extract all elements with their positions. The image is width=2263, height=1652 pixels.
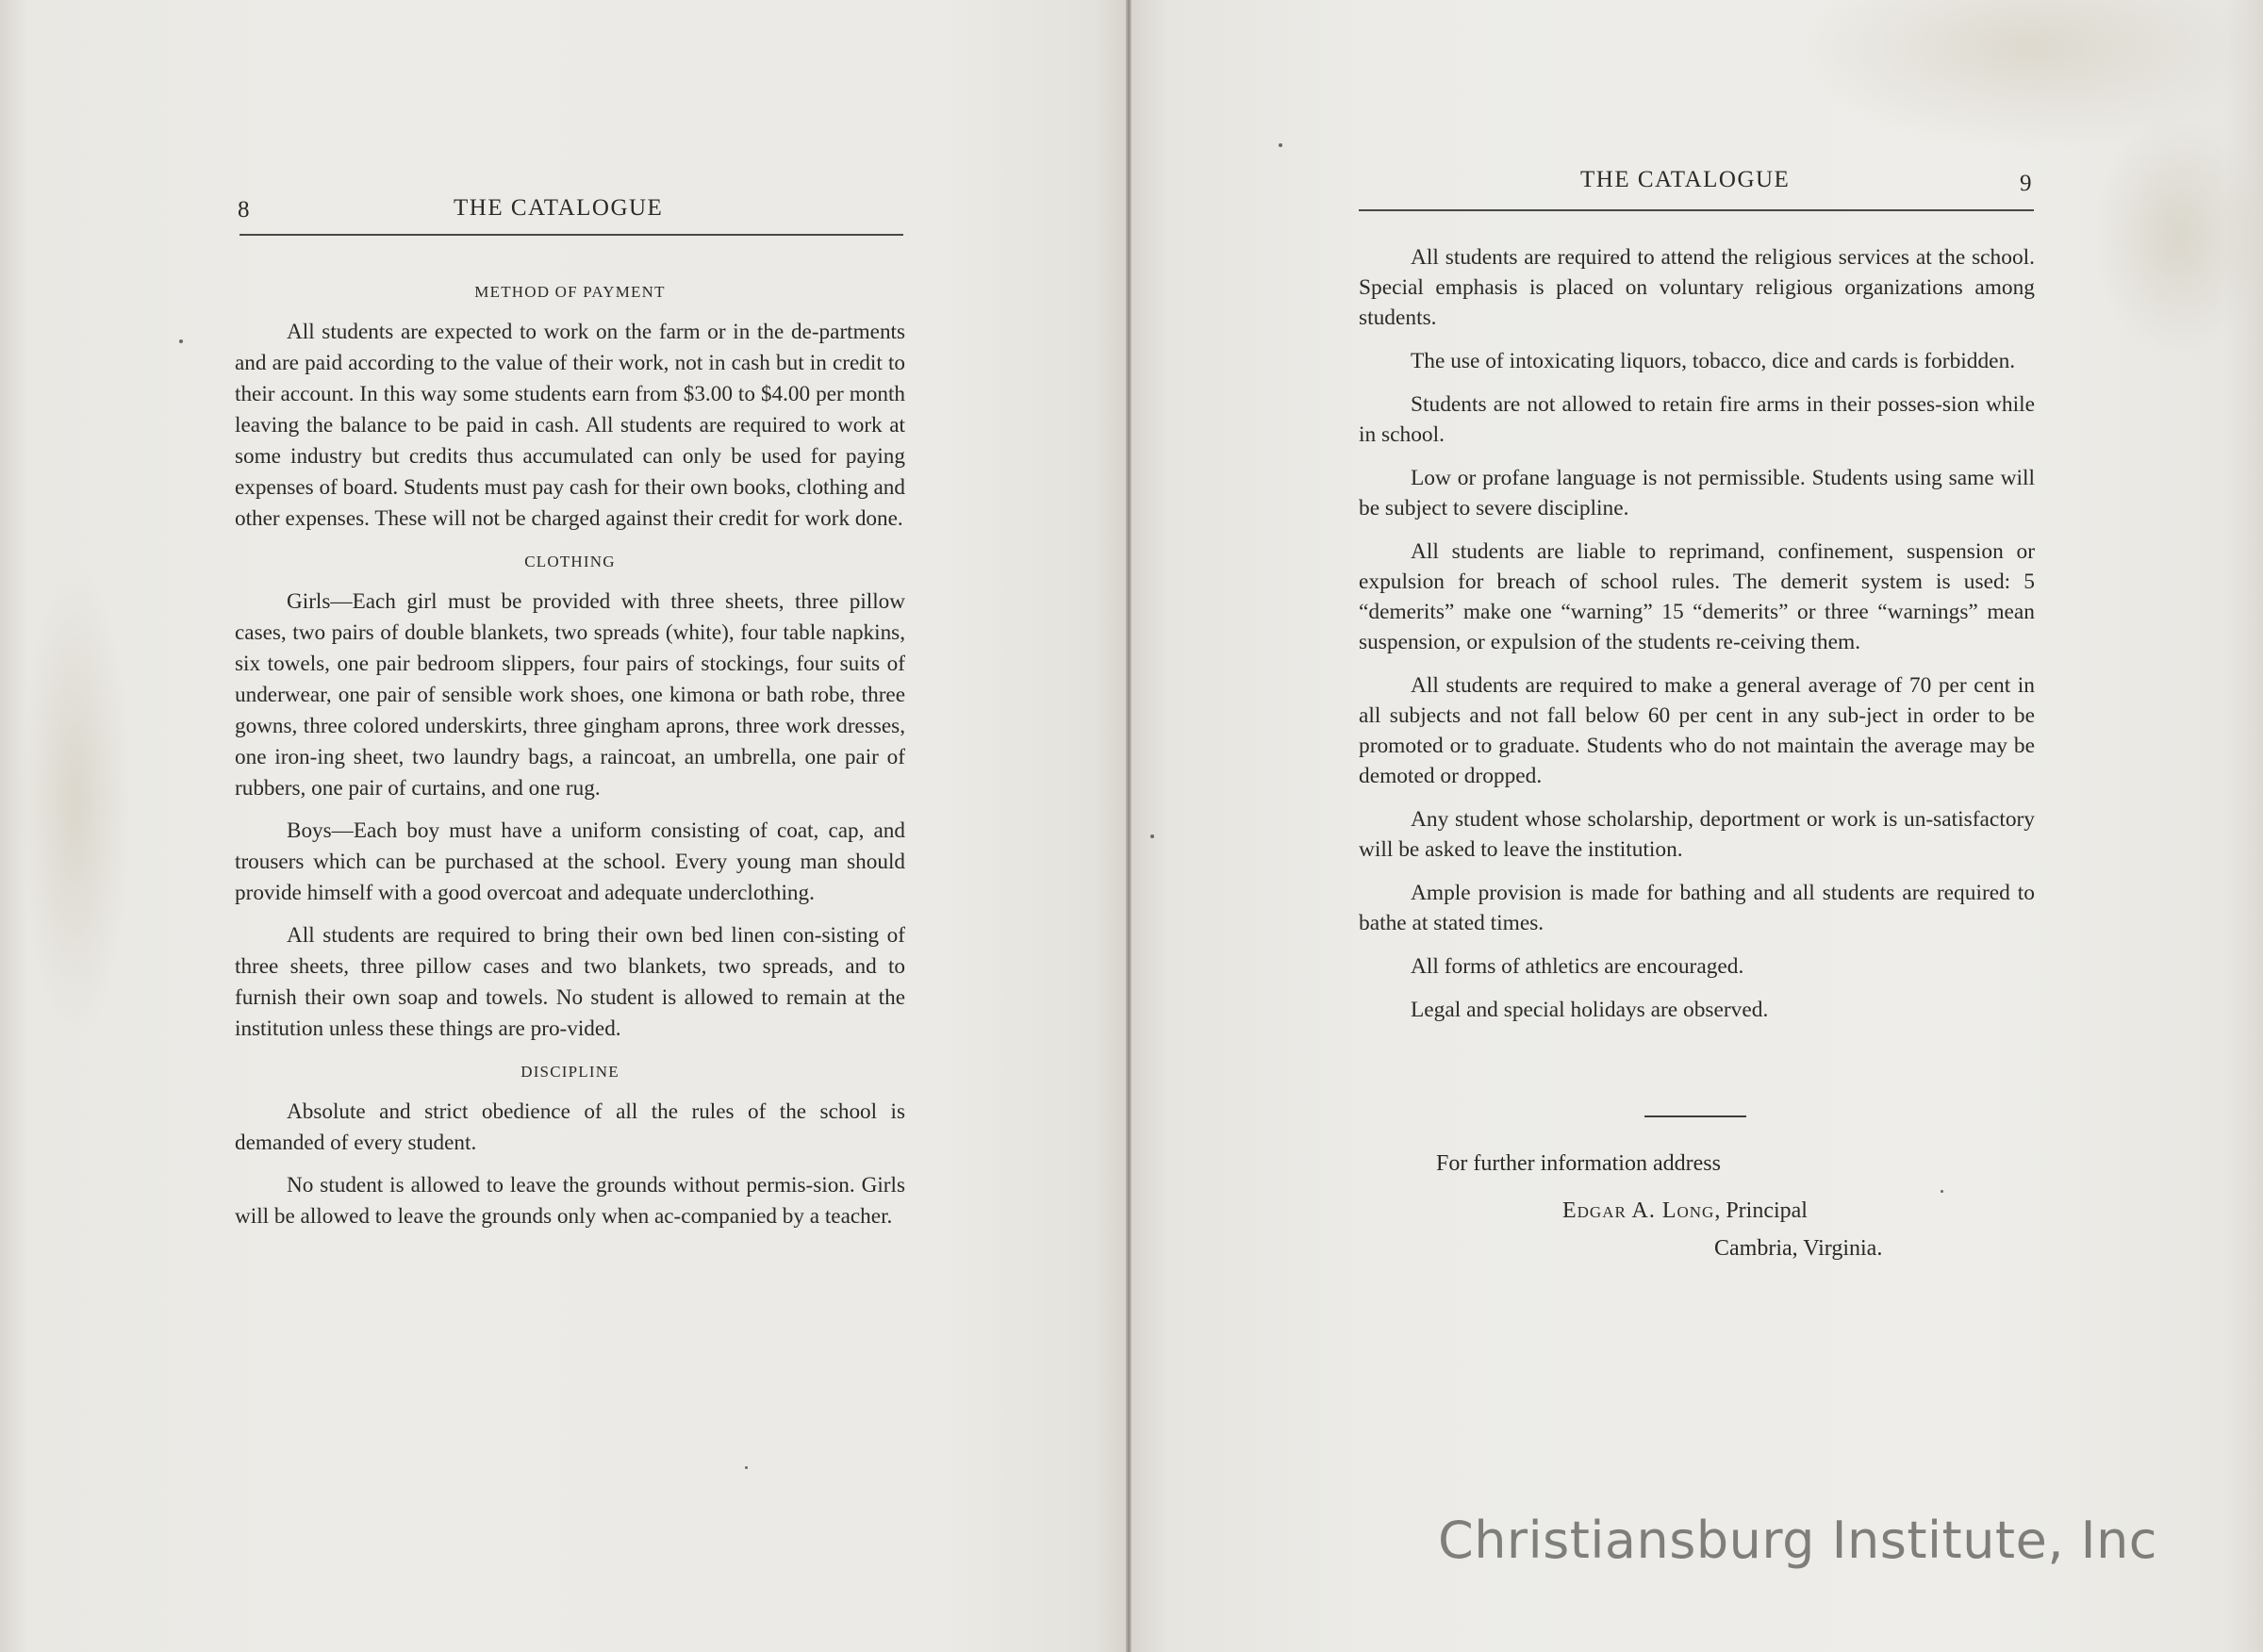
rule-grade-average: All students are required to make a general average of 70 per cent in all subjects and not fall below 60 per cent in any sub-ject in order to be promoted or to graduate. Students who do not maintain the average may be demoted or dropped. [1359, 673, 2035, 788]
right-running-head: THE CATALOGUE [1580, 167, 1791, 192]
section-heading-payment: METHOD OF PAYMENT [474, 283, 666, 301]
section-heading-discipline: DISCIPLINE [520, 1063, 619, 1081]
left-running-head: THE CATALOGUE [454, 195, 664, 221]
clothing-boys-paragraph: Boys—Each boy must have a uniform consisting of coat, cap, and trousers which can be purchased at the school. Every young man should provide himself with a good overcoat and adequate underclothing. [235, 818, 905, 905]
principal-title: , Principal [1714, 1198, 1808, 1223]
left-page [0, 0, 1130, 1652]
discipline-obedience-paragraph: Absolute and strict obedience of all the rules of the school is demanded of every student. [235, 1099, 905, 1155]
left-text-column [235, 271, 905, 1244]
clothing-bedlinen-paragraph: All students are required to bring their own bed linen con-sisting of three sheets, three pillow cases and two blankets, two spreads, and to furnish their own soap and towels. No student is allowed to remain at the institution unless these things are pro-vided. [235, 923, 905, 1041]
right-header-rule [1359, 209, 2034, 211]
rule-athletics: All forms of athletics are encouraged. [1411, 954, 1744, 979]
paper-speck [1279, 143, 1282, 147]
rule-religious-services: All students are required to attend the religious services at the school. Special emphasis is placed on voluntary religious organizations among students. [1359, 245, 2035, 330]
rule-bathing: Ample provision is made for bathing and all students are required to bathe at stated times. [1359, 881, 2035, 935]
address-name-line [1562, 1198, 1808, 1224]
institution-watermark: Christiansburg Institute, Inc [1437, 1511, 2157, 1570]
rule-holidays: Legal and special holidays are observed. [1411, 998, 1769, 1022]
right-page-number: 9 [2020, 171, 2032, 196]
rule-demerit-system: All students are liable to reprimand, confinement, suspension or expulsion for breach of school rules. The demerit system is used: 5 “demerits” make one “warning” 15 “demerits” or three “warnings” mean suspension, or expulsion of the students re-ceiving them. [1359, 539, 2035, 654]
clothing-girls-paragraph: Girls—Each girl must be provided with three sheets, three pillow cases, two pairs of double blankets, two spreads (white), four table napkins, six towels, one pair bedroom slippers, four pairs of stockings, four suits of underwear, one pair of sensible work shoes, one kimona or bath robe, three gowns, three colored underskirts, three gingham aprons, three work dresses, one iron-ing sheet, two laundry bags, a raincoat, an umbrella, one pair of rubbers, one pair of curtains, and one rug. [235, 589, 905, 801]
rule-firearms: Students are not allowed to retain fire arms in their posses-sion while in school. [1359, 392, 2035, 447]
rule-scholarship: Any student whose scholarship, deportment or work is un-satisfactory will be asked to leave the institution. [1359, 807, 2035, 862]
left-page-number: 8 [238, 197, 250, 223]
paper-speck [1941, 1190, 1943, 1193]
paper-speck [745, 1466, 748, 1469]
right-page [1132, 0, 2263, 1652]
payment-paragraph: All students are expected to work on the farm or in the de-partments and are paid according to the value of their work, not in cash but in credit to their account. In this way some students earn from $3.00 to $4.00 per month leaving the balance to be paid in cash. All students are required to work at some industry but credits thus accumulated can only be used for paying expenses of board. Students must pay cash for their own books, clothing and other expenses. These will not be charged against their credit for work done. [235, 320, 905, 531]
left-header-rule [240, 234, 903, 236]
paper-speck [179, 339, 183, 343]
closing-divider [1644, 1115, 1746, 1117]
discipline-grounds-paragraph: No student is allowed to leave the grounds without permis-sion. Girls will be allowed to leave the grounds only when ac-companied by a teacher. [235, 1173, 905, 1229]
address-intro: For further information address [1436, 1151, 1721, 1176]
rule-language: Low or profane language is not permissible. Students using same will be subject to severe discipline. [1359, 466, 2035, 520]
principal-name: Edgar A. Long [1562, 1198, 1715, 1223]
rule-intoxicants: The use of intoxicating liquors, tobacco, dice and cards is forbidden. [1411, 349, 2016, 373]
paper-speck [1150, 834, 1154, 838]
right-text-column [1359, 242, 2035, 1038]
address-location: Cambria, Virginia. [1714, 1236, 1883, 1261]
section-heading-clothing: CLOTHING [524, 553, 616, 570]
